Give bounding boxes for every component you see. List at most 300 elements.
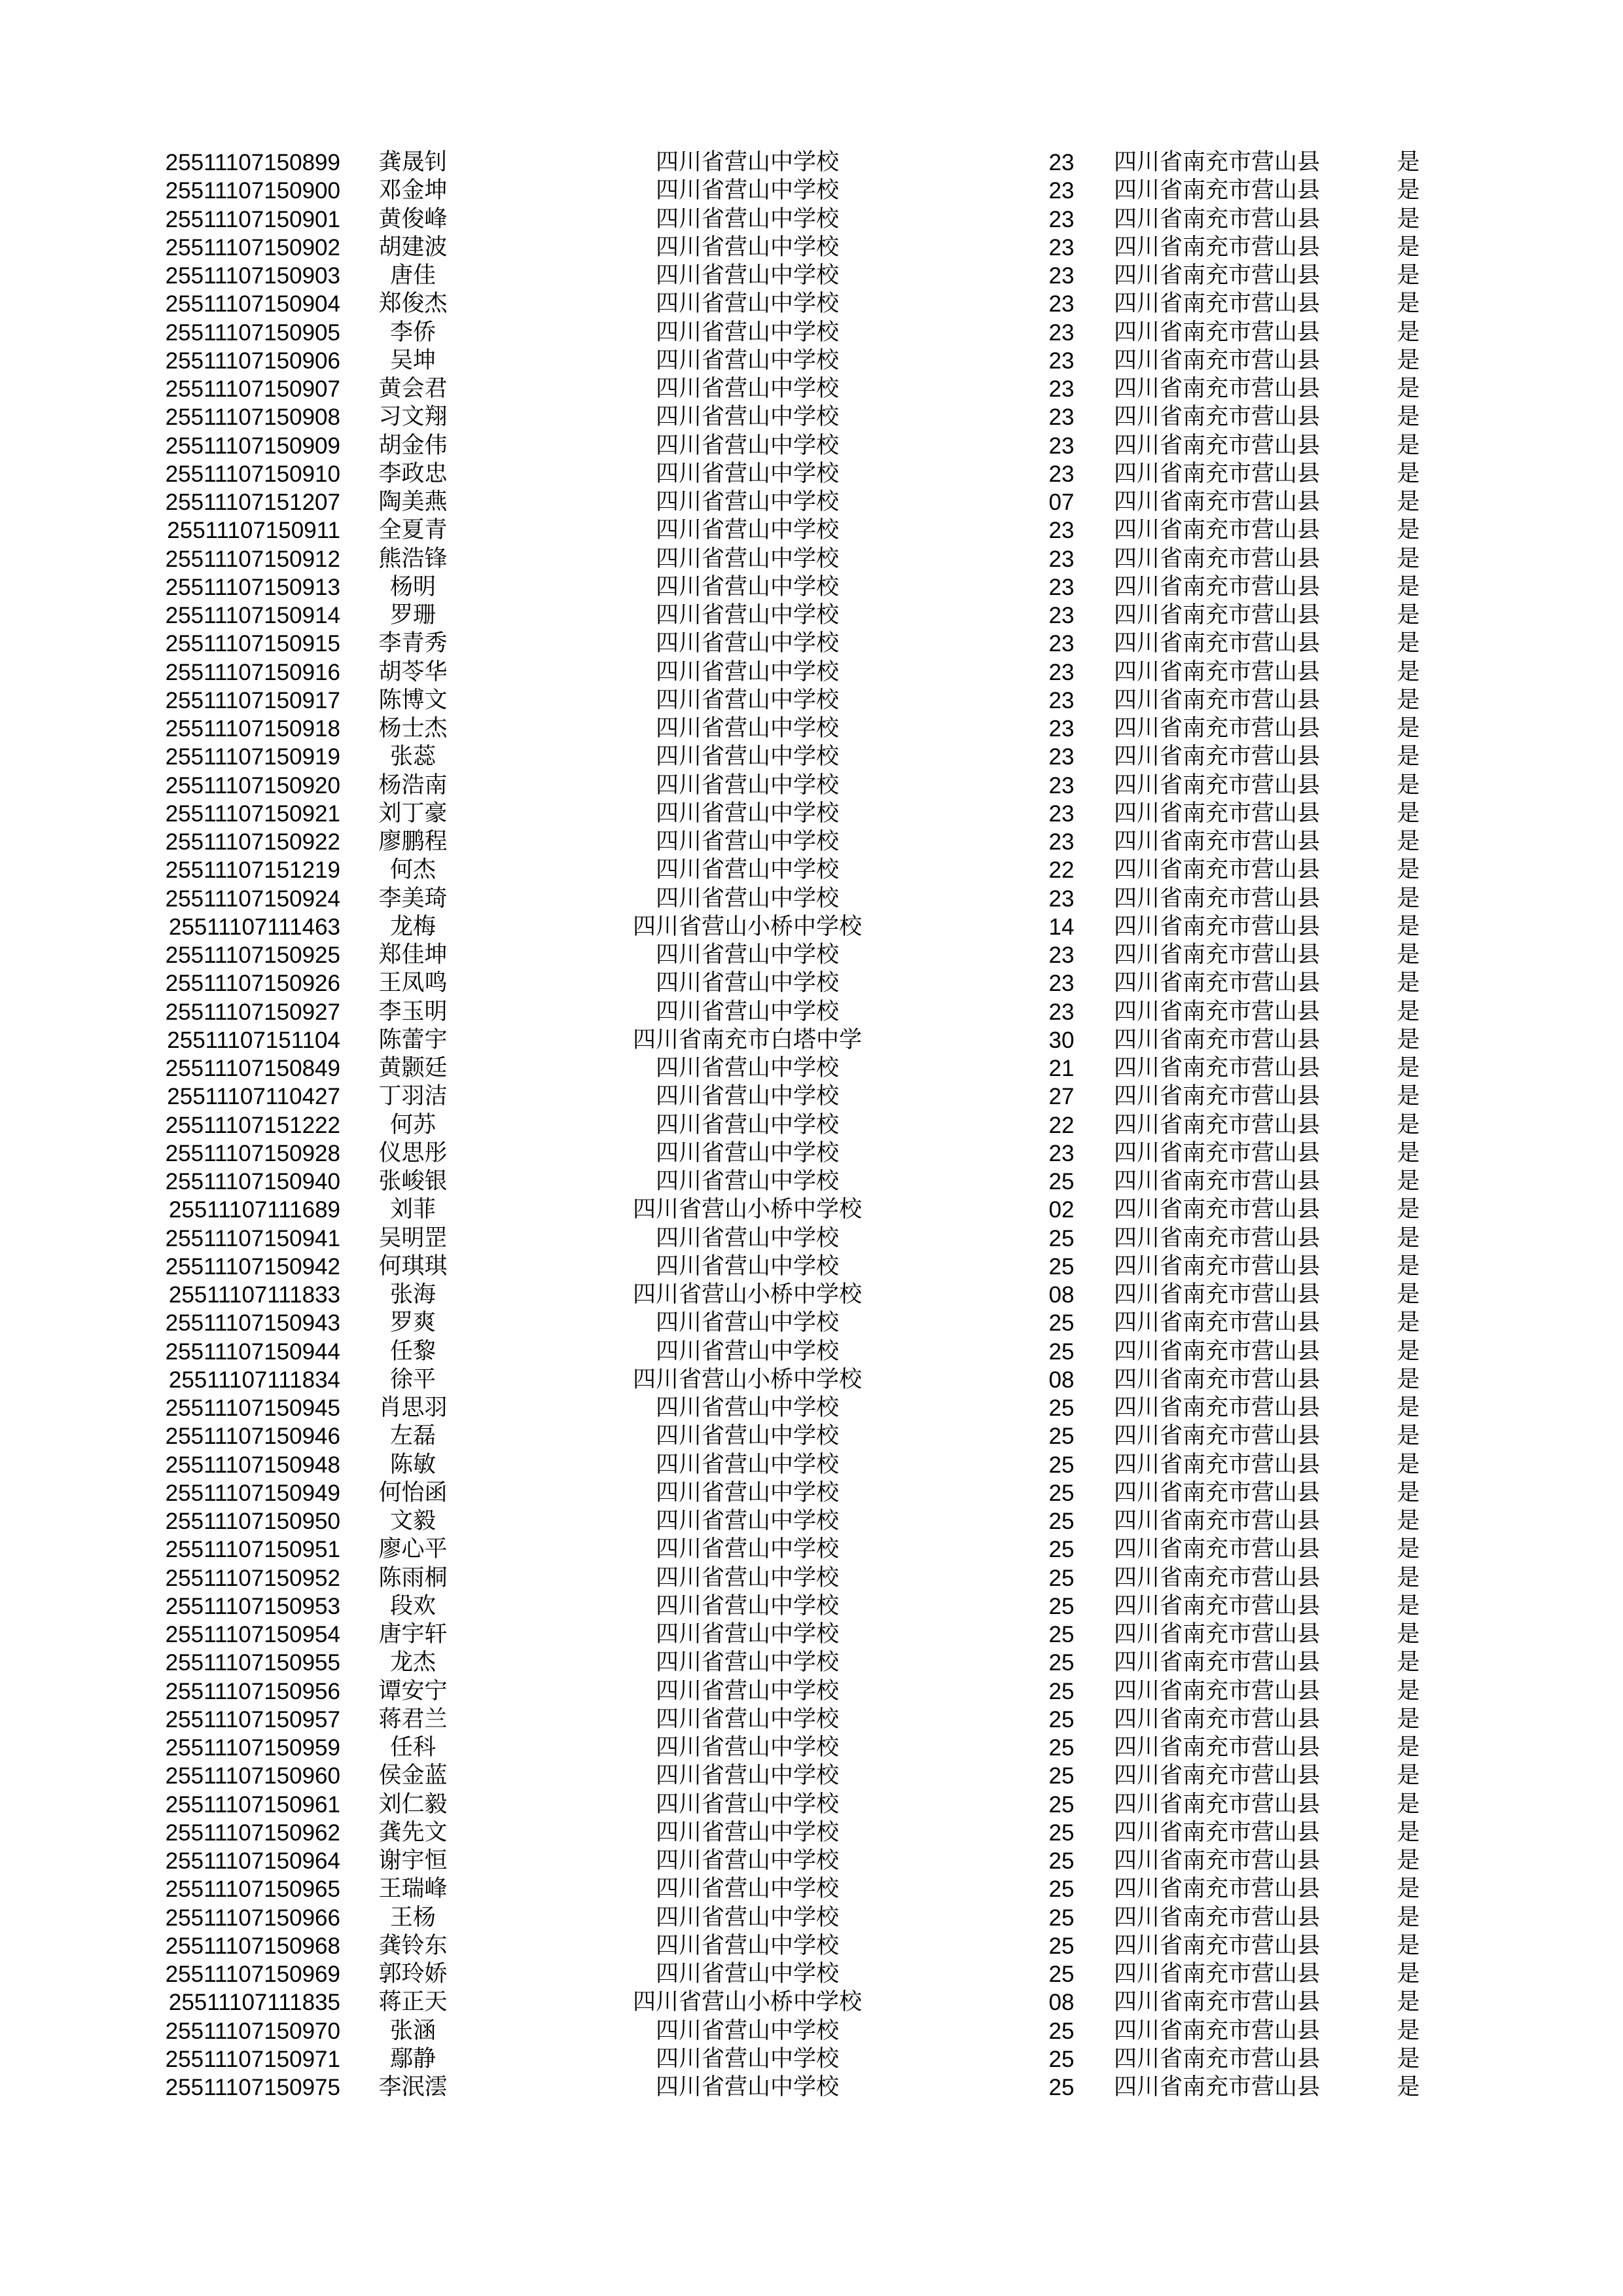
cell-school: 四川省营山中学校: [655, 942, 839, 968]
cell-district: 四川省南充市营山县: [1114, 1196, 1321, 1223]
cell-school: 四川省营山中学校: [655, 2017, 839, 2044]
cell-school: 四川省营山中学校: [655, 432, 839, 459]
cell-name: 陈敏: [389, 1451, 436, 1478]
table-row: [0, 319, 1623, 347]
cell-flag: 是: [1397, 517, 1420, 544]
cell-exam-id: 25511107111689: [168, 1197, 340, 1223]
cell-district: 四川省南充市营山县: [1114, 319, 1321, 346]
cell-school: 四川省营山中学校: [655, 1168, 839, 1194]
cell-name: 黄颢廷: [378, 1055, 448, 1081]
cell-district: 四川省南充市营山县: [1114, 630, 1321, 657]
cell-district: 四川省南充市营山县: [1114, 2017, 1321, 2044]
table-row: [0, 206, 1623, 234]
table-row: [0, 488, 1623, 516]
cell-class-num: 25: [1048, 1509, 1075, 1534]
cell-district: 四川省南充市营山县: [1114, 1055, 1321, 1081]
cell-school: 四川省营山中学校: [655, 1763, 839, 1789]
table-row: [0, 290, 1623, 318]
cell-district: 四川省南充市营山县: [1114, 517, 1321, 544]
cell-district: 四川省南充市营山县: [1114, 913, 1321, 940]
cell-flag: 是: [1397, 1819, 1420, 1846]
table-row: [0, 1564, 1623, 1592]
cell-school: 四川省营山小桥中学校: [632, 1282, 862, 1308]
cell-district: 四川省南充市营山县: [1114, 715, 1321, 742]
cell-district: 四川省南充市营山县: [1114, 206, 1321, 232]
cell-district: 四川省南充市营山县: [1114, 602, 1321, 628]
cell-name: 杨明: [389, 573, 436, 600]
cell-name: 何琪琪: [378, 1253, 448, 1280]
cell-name: 侯金蓝: [378, 1763, 448, 1789]
cell-exam-id: 25511107150906: [165, 348, 340, 374]
cell-district: 四川省南充市营山县: [1114, 1451, 1321, 1478]
cell-exam-id: 25511107150954: [165, 1622, 340, 1647]
cell-exam-id: 25511107150949: [165, 1480, 340, 1506]
cell-school: 四川省营山中学校: [655, 1310, 839, 1336]
cell-school: 四川省营山中学校: [655, 404, 839, 431]
table-row: [0, 1225, 1623, 1253]
cell-class-num: 25: [1048, 1424, 1075, 1450]
cell-padding: [1454, 1083, 1623, 1111]
cell-name: 鄢静: [389, 2045, 436, 2072]
table-row: [0, 1026, 1623, 1054]
table-row: [0, 1847, 1623, 1875]
cell-padding: [1454, 488, 1623, 516]
cell-flag: 是: [1397, 1592, 1420, 1619]
cell-name: 段欢: [389, 1592, 436, 1619]
cell-district: 四川省南充市营山县: [1114, 1282, 1321, 1308]
cell-class-num: 21: [1048, 1056, 1075, 1081]
cell-district: 四川省南充市营山县: [1114, 460, 1321, 487]
cell-class-num: 23: [1048, 348, 1075, 374]
cell-name: 龙梅: [389, 913, 436, 940]
cell-exam-id: 25511107150908: [165, 404, 340, 431]
cell-name: 龚先文: [378, 1819, 448, 1846]
cell-district: 四川省南充市营山县: [1114, 1649, 1321, 1676]
cell-flag: 是: [1397, 1677, 1420, 1704]
table-row: [0, 1083, 1623, 1111]
cell-padding: [1454, 687, 1623, 715]
cell-district: 四川省南充市营山县: [1114, 800, 1321, 827]
cell-flag: 是: [1397, 1338, 1420, 1365]
cell-exam-id: 25511107150955: [165, 1650, 340, 1676]
cell-flag: 是: [1397, 942, 1420, 968]
cell-padding: [1454, 800, 1623, 828]
cell-school: 四川省营山中学校: [655, 829, 839, 855]
cell-class-num: 08: [1048, 1367, 1075, 1393]
cell-padding: [1454, 1932, 1623, 1960]
table-row: [0, 998, 1623, 1026]
cell-class-num: 23: [1048, 772, 1075, 798]
cell-district: 四川省南充市营山县: [1114, 2074, 1321, 2100]
cell-exam-id: 25511107150945: [165, 1395, 340, 1421]
cell-padding: [1454, 743, 1623, 771]
table-row: [0, 432, 1623, 460]
cell-school: 四川省营山中学校: [655, 2045, 839, 2072]
cell-class-num: 25: [1048, 1593, 1075, 1619]
cell-flag: 是: [1397, 1508, 1420, 1534]
cell-name: 谭安宁: [378, 1677, 448, 1704]
cell-flag: 是: [1397, 319, 1420, 346]
table-row: [0, 262, 1623, 290]
cell-district: 四川省南充市营山县: [1114, 1225, 1321, 1251]
cell-name: 陈雨桐: [378, 1564, 448, 1591]
cell-flag: 是: [1397, 1423, 1420, 1450]
cell-exam-id: 25511107150916: [165, 659, 340, 685]
cell-class-num: 23: [1048, 800, 1075, 827]
cell-padding: [1454, 573, 1623, 601]
cell-school: 四川省营山中学校: [655, 347, 839, 374]
table-row: [0, 234, 1623, 262]
table-row: [0, 1762, 1623, 1790]
cell-flag: 是: [1397, 602, 1420, 628]
cell-name: 习文翔: [378, 404, 448, 431]
cell-flag: 是: [1397, 291, 1420, 317]
cell-flag: 是: [1397, 715, 1420, 742]
cell-flag: 是: [1397, 1282, 1420, 1308]
cell-class-num: 02: [1048, 1197, 1075, 1223]
cell-school: 四川省营山中学校: [655, 1961, 839, 1987]
cell-school: 四川省营山中学校: [655, 1253, 839, 1280]
cell-name: 张海: [389, 1282, 436, 1308]
cell-exam-id: 25511107150912: [165, 546, 340, 572]
cell-padding: [1454, 1479, 1623, 1507]
cell-school: 四川省营山中学校: [655, 1848, 839, 1874]
cell-flag: 是: [1397, 1479, 1420, 1506]
cell-class-num: 23: [1048, 461, 1075, 487]
cell-exam-id: 25511107150902: [165, 234, 340, 260]
cell-padding: [1454, 1621, 1623, 1649]
cell-district: 四川省南充市营山县: [1114, 658, 1321, 685]
cell-flag: 是: [1397, 1026, 1420, 1053]
cell-name: 陈蕾宇: [378, 1026, 448, 1053]
cell-class-num: 25: [1048, 1225, 1075, 1251]
cell-school: 四川省营山中学校: [655, 1564, 839, 1591]
cell-flag: 是: [1397, 1536, 1420, 1563]
cell-district: 四川省南充市营山县: [1114, 149, 1321, 175]
cell-district: 四川省南充市营山县: [1114, 573, 1321, 600]
cell-exam-id: 25511107150905: [165, 319, 340, 346]
cell-district: 四川省南充市营山县: [1114, 1621, 1321, 1647]
cell-exam-id: 25511107111463: [168, 914, 340, 940]
cell-flag: 是: [1397, 1904, 1420, 1931]
cell-school: 四川省营山中学校: [655, 658, 839, 685]
cell-exam-id: 25511107150925: [165, 942, 340, 968]
cell-school: 四川省营山中学校: [655, 177, 839, 204]
cell-class-num: 25: [1048, 1706, 1075, 1732]
cell-name: 罗爽: [389, 1310, 436, 1336]
cell-name: 丁羽洁: [378, 1083, 448, 1110]
table-row: [0, 1649, 1623, 1677]
cell-name: 李泯澐: [378, 2074, 448, 2100]
cell-flag: 是: [1397, 658, 1420, 685]
cell-district: 四川省南充市营山县: [1114, 1989, 1321, 2016]
table-row: [0, 375, 1623, 403]
table-row: [0, 969, 1623, 997]
cell-school: 四川省营山中学校: [655, 1536, 839, 1563]
cell-padding: [1454, 149, 1623, 177]
cell-school: 四川省营山中学校: [655, 1111, 839, 1138]
cell-district: 四川省南充市营山县: [1114, 545, 1321, 572]
cell-padding: [1454, 177, 1623, 205]
cell-class-num: 23: [1048, 659, 1075, 685]
table-row: [0, 1535, 1623, 1564]
table-row: [0, 941, 1623, 969]
cell-district: 四川省南充市营山县: [1114, 1904, 1321, 1931]
cell-name: 邓金坤: [378, 177, 448, 204]
cell-school: 四川省营山中学校: [655, 149, 839, 175]
cell-class-num: 25: [1048, 2075, 1075, 2100]
cell-name: 全夏青: [378, 517, 448, 544]
cell-padding: [1454, 1111, 1623, 1139]
cell-padding: [1454, 913, 1623, 941]
cell-exam-id: 25511107150910: [165, 461, 340, 487]
cell-name: 刘仁毅: [378, 1791, 448, 1818]
cell-school: 四川省营山中学校: [655, 1677, 839, 1704]
cell-flag: 是: [1397, 1139, 1420, 1166]
cell-class-num: 25: [1048, 1876, 1075, 1903]
cell-name: 熊浩锋: [378, 545, 448, 572]
cell-name: 刘丁豪: [378, 800, 448, 827]
table-row: [0, 1960, 1623, 1988]
table-row: [0, 1734, 1623, 1762]
cell-padding: [1454, 2045, 1623, 2073]
cell-exam-id: 25511107150909: [165, 433, 340, 459]
cell-school: 四川省营山中学校: [655, 234, 839, 260]
cell-class-num: 25: [1048, 1962, 1075, 1987]
cell-padding: [1454, 1507, 1623, 1535]
cell-exam-id: 25511107111835: [168, 1990, 340, 2016]
cell-flag: 是: [1397, 998, 1420, 1025]
cell-name: 徐平: [389, 1366, 436, 1393]
cell-padding: [1454, 715, 1623, 743]
cell-flag: 是: [1397, 800, 1420, 827]
cell-padding: [1454, 375, 1623, 403]
cell-padding: [1454, 1338, 1623, 1366]
cell-name: 唐宇轩: [378, 1621, 448, 1647]
cell-padding: [1454, 1592, 1623, 1621]
cell-name: 廖鹏程: [378, 829, 448, 855]
table-row: [0, 2045, 1623, 2073]
cell-exam-id: 25511107150917: [165, 687, 340, 713]
table-row: [0, 1677, 1623, 1706]
cell-school: 四川省营山中学校: [655, 1734, 839, 1761]
cell-class-num: 23: [1048, 433, 1075, 459]
cell-class-num: 23: [1048, 971, 1075, 997]
cell-name: 张涵: [389, 2017, 436, 2044]
cell-district: 四川省南充市营山县: [1114, 1564, 1321, 1591]
cell-name: 廖心平: [378, 1536, 448, 1563]
cell-class-num: 23: [1048, 716, 1075, 742]
cell-school: 四川省营山中学校: [655, 1225, 839, 1251]
cell-padding: [1454, 998, 1623, 1026]
cell-district: 四川省南充市营山县: [1114, 291, 1321, 317]
cell-name: 龚铃东: [378, 1932, 448, 1959]
cell-district: 四川省南充市营山县: [1114, 1819, 1321, 1846]
cell-name: 张峻银: [378, 1168, 448, 1194]
table-row: [0, 828, 1623, 856]
table-row: [0, 743, 1623, 771]
cell-class-num: 23: [1048, 376, 1075, 402]
cell-padding: [1454, 1960, 1623, 1988]
cell-class-num: 25: [1048, 1848, 1075, 1874]
cell-school: 四川省营山中学校: [655, 1649, 839, 1676]
table-row: [0, 516, 1623, 545]
cell-padding: [1454, 1168, 1623, 1196]
cell-padding: [1454, 630, 1623, 658]
cell-district: 四川省南充市营山县: [1114, 1366, 1321, 1393]
cell-district: 四川省南充市营山县: [1114, 1592, 1321, 1619]
cell-school: 四川省营山中学校: [655, 1621, 839, 1647]
cell-flag: 是: [1397, 1621, 1420, 1647]
cell-padding: [1454, 1196, 1623, 1224]
cell-padding: [1454, 828, 1623, 856]
cell-class-num: 25: [1048, 2018, 1075, 2044]
table-row: [0, 800, 1623, 828]
table-row: [0, 1168, 1623, 1196]
cell-flag: 是: [1397, 1310, 1420, 1336]
cell-district: 四川省南充市营山县: [1114, 1876, 1321, 1903]
cell-school: 四川省营山中学校: [655, 206, 839, 232]
cell-name: 陶美燕: [378, 489, 448, 515]
table-row: [0, 1422, 1623, 1450]
table-row: [0, 772, 1623, 800]
cell-exam-id: 25511107150966: [165, 1905, 340, 1931]
cell-exam-id: 25511107150918: [165, 716, 340, 742]
cell-school: 四川省营山中学校: [655, 772, 839, 798]
cell-school: 四川省营山中学校: [655, 1338, 839, 1365]
cell-name: 黄俊峰: [378, 206, 448, 232]
cell-class-num: 25: [1048, 1565, 1075, 1591]
cell-padding: [1454, 1026, 1623, 1054]
cell-exam-id: 25511107150970: [165, 2018, 340, 2044]
cell-class-num: 23: [1048, 574, 1075, 600]
cell-class-num: 25: [1048, 1791, 1075, 1818]
cell-class-num: 23: [1048, 999, 1075, 1025]
table-row: [0, 1139, 1623, 1168]
cell-class-num: 25: [1048, 1735, 1075, 1761]
cell-exam-id: 25511107150943: [165, 1310, 340, 1336]
cell-padding: [1454, 969, 1623, 997]
cell-class-num: 25: [1048, 1480, 1075, 1506]
cell-flag: 是: [1397, 1451, 1420, 1478]
cell-padding: [1454, 1988, 1623, 2017]
cell-district: 四川省南充市营山县: [1114, 1961, 1321, 1987]
cell-exam-id: 25511107150924: [165, 886, 340, 912]
cell-class-num: 23: [1048, 263, 1075, 289]
cell-name: 仪思彤: [378, 1139, 448, 1166]
cell-padding: [1454, 1535, 1623, 1564]
cell-school: 四川省营山中学校: [655, 1083, 839, 1110]
cell-district: 四川省南充市营山县: [1114, 1508, 1321, 1534]
cell-district: 四川省南充市营山县: [1114, 234, 1321, 260]
cell-class-num: 23: [1048, 234, 1075, 260]
cell-padding: [1454, 1706, 1623, 1734]
table-row: [0, 1592, 1623, 1621]
cell-padding: [1454, 1762, 1623, 1790]
cell-exam-id: 25511107150952: [165, 1565, 340, 1591]
cell-flag: 是: [1397, 2074, 1420, 2100]
cell-flag: 是: [1397, 1734, 1420, 1761]
cell-school: 四川省营山中学校: [655, 998, 839, 1025]
cell-exam-id: 25511107151207: [165, 490, 340, 515]
cell-class-num: 23: [1048, 150, 1075, 175]
cell-flag: 是: [1397, 1932, 1420, 1959]
cell-class-num: 23: [1048, 829, 1075, 855]
cell-padding: [1454, 1875, 1623, 1903]
cell-name: 李政忠: [378, 460, 448, 487]
cell-district: 四川省南充市营山县: [1114, 347, 1321, 374]
cell-padding: [1454, 1054, 1623, 1083]
cell-school: 四川省营山中学校: [655, 602, 839, 628]
cell-flag: 是: [1397, 489, 1420, 515]
cell-district: 四川省南充市营山县: [1114, 1763, 1321, 1789]
cell-name: 张蕊: [389, 744, 436, 770]
cell-name: 李美琦: [378, 885, 448, 912]
cell-school: 四川省营山中学校: [655, 573, 839, 600]
cell-exam-id: 25511107150960: [165, 1763, 340, 1789]
cell-school: 四川省营山中学校: [655, 1055, 839, 1081]
cell-school: 四川省营山中学校: [655, 1508, 839, 1534]
cell-district: 四川省南充市营山县: [1114, 829, 1321, 855]
cell-school: 四川省营山小桥中学校: [632, 1989, 862, 2016]
cell-district: 四川省南充市营山县: [1114, 857, 1321, 884]
cell-flag: 是: [1397, 913, 1420, 940]
cell-padding: [1454, 1366, 1623, 1394]
cell-district: 四川省南充市营山县: [1114, 1111, 1321, 1138]
cell-exam-id: 25511107150964: [165, 1848, 340, 1874]
cell-exam-id: 25511107150899: [165, 150, 340, 175]
cell-exam-id: 25511107150927: [165, 999, 340, 1025]
cell-school: 四川省营山中学校: [655, 630, 839, 657]
cell-flag: 是: [1397, 177, 1420, 204]
cell-padding: [1454, 2073, 1623, 2102]
cell-padding: [1454, 1819, 1623, 1847]
table-row: [0, 1281, 1623, 1309]
cell-flag: 是: [1397, 829, 1420, 855]
cell-flag: 是: [1397, 857, 1420, 884]
cell-school: 四川省营山小桥中学校: [632, 1196, 862, 1223]
cell-class-num: 23: [1048, 319, 1075, 346]
cell-padding: [1454, 1734, 1623, 1762]
cell-flag: 是: [1397, 744, 1420, 770]
cell-class-num: 25: [1048, 1310, 1075, 1336]
cell-flag: 是: [1397, 1253, 1420, 1280]
cell-exam-id: 25511107150944: [165, 1338, 340, 1365]
cell-flag: 是: [1397, 772, 1420, 798]
cell-name: 陈博文: [378, 687, 448, 713]
cell-exam-id: 25511107150953: [165, 1593, 340, 1619]
table-row: [0, 573, 1623, 601]
cell-padding: [1454, 1564, 1623, 1592]
table-row: [0, 1875, 1623, 1903]
cell-name: 郑俊杰: [378, 291, 448, 317]
cell-flag: 是: [1397, 1649, 1420, 1676]
cell-flag: 是: [1397, 2017, 1420, 2044]
cell-flag: 是: [1397, 206, 1420, 232]
cell-flag: 是: [1397, 376, 1420, 402]
cell-school: 四川省营山中学校: [655, 291, 839, 317]
cell-flag: 是: [1397, 1055, 1420, 1081]
cell-district: 四川省南充市营山县: [1114, 1423, 1321, 1450]
cell-flag: 是: [1397, 1225, 1420, 1251]
table-row: [0, 2073, 1623, 2102]
cell-exam-id: 25511107150849: [165, 1056, 340, 1081]
cell-class-num: 23: [1048, 687, 1075, 713]
cell-name: 龙杰: [389, 1649, 436, 1676]
table-row: [0, 1451, 1623, 1479]
table-row: [0, 2017, 1623, 2045]
cell-exam-id: 25511107150951: [165, 1537, 340, 1563]
